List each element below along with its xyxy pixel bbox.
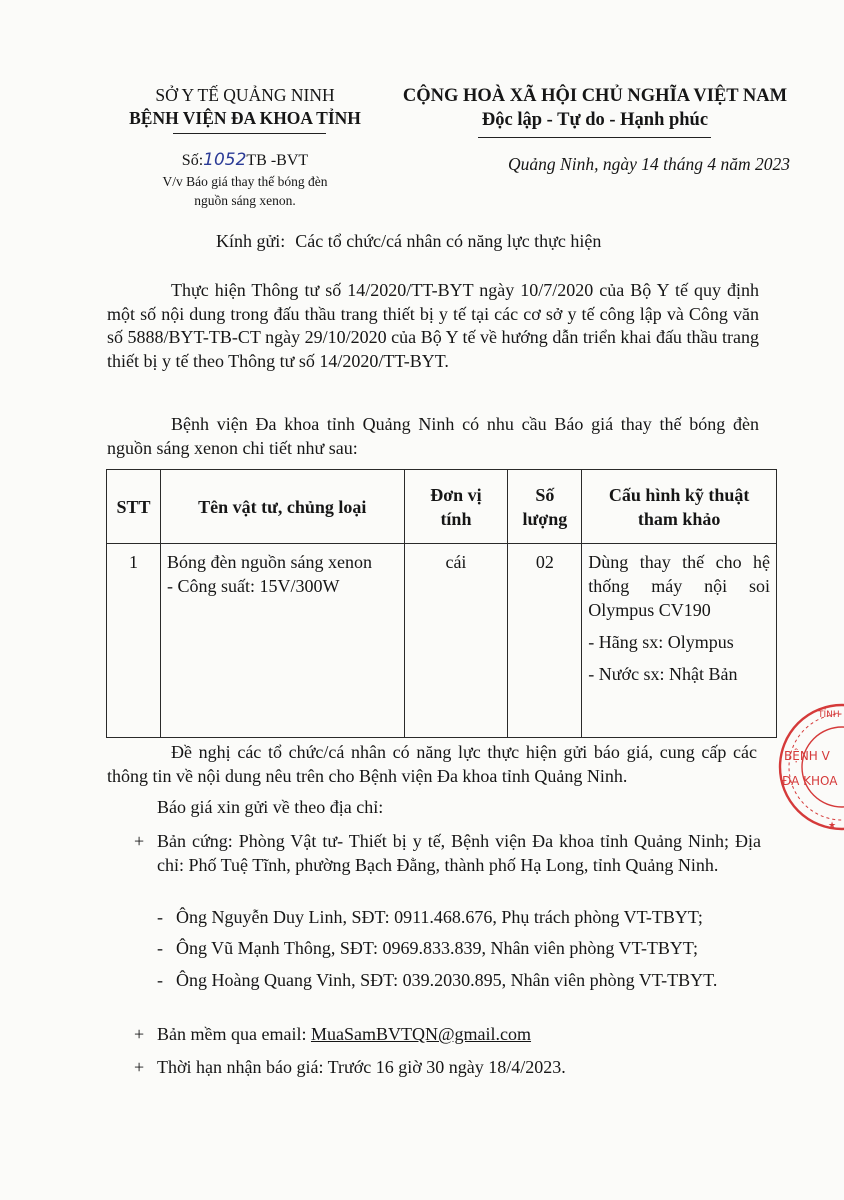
- doc-number-suffix: TB -BVT: [246, 152, 309, 169]
- issuer-name: BỆNH VIỆN ĐA KHOA TỈNH: [129, 108, 361, 128]
- email-link[interactable]: MuaSamBVTQN@gmail.com: [310, 1024, 532, 1044]
- contact-3: Ông Hoàng Quang Vinh, SĐT: 039.2030.895, Nhân viên phòng VT-TBYT.: [176, 970, 718, 990]
- bullet-plus: +: [134, 831, 145, 851]
- bullet-dash: -: [157, 970, 163, 990]
- subject-line-1: V/v Báo giá thay thế bóng đèn: [162, 174, 328, 189]
- seal-dotted-ring: [789, 714, 844, 820]
- request-table: [106, 469, 777, 738]
- issuer-block: [100, 84, 390, 130]
- cell-spec: Dùng thay thế cho hệ thống máy nội soi Olympus CV190 - Hãng sx: Olympus - Nước sx: Nhật Bản: [582, 544, 777, 738]
- hardcopy-address: Bản cứng: Phòng Vật tư- Thiết bị y tế, Bệnh viện Đa khoa tỉnh Quảng Ninh; Địa chỉ: Phố Tuệ Tĩnh, phường Bạch Đằng, thành phố Hạ Long, tỉnh Quảng Ninh.: [157, 831, 761, 875]
- cell-stt: 1: [107, 544, 161, 738]
- seal-text-line2: ĐA KHOA: [782, 774, 838, 788]
- bullet-dash: -: [157, 938, 163, 958]
- salutation: [216, 231, 601, 252]
- salutation-recipient: Các tổ chức/cá nhân có năng lực thực hiện: [295, 231, 602, 251]
- seal-inner-ring: [802, 727, 844, 807]
- header-unit: Đơn vị tính: [404, 470, 508, 544]
- nation-title: CỘNG HOÀ XÃ HỘI CHỦ NGHĨA VIỆT NAM: [402, 86, 788, 106]
- cell-item-name: Bóng đèn nguồn sáng xenon - Công suất: 15V/300W: [160, 544, 404, 738]
- cell-quantity: 02: [508, 544, 582, 738]
- closing-request-text: Đề nghị các tổ chức/cá nhân có năng lực thực hiện gửi báo giá, cung cấp các thông tin về nội dung nêu trên cho Bệnh viện Đa khoa tỉnh Quảng Ninh.: [107, 742, 757, 786]
- subject-line: [100, 172, 390, 210]
- contact-1: Ông Nguyễn Duy Linh, SĐT: 0911.468.676, Phụ trách phòng VT-TBYT;: [176, 907, 703, 927]
- body-paragraph-2: [107, 413, 759, 460]
- seal-text-top: TỈNH: [818, 710, 840, 720]
- softcopy-label: Bản mềm qua email:: [157, 1024, 307, 1044]
- doc-number-handwritten: 1052: [203, 150, 247, 170]
- table-header-row: [107, 470, 777, 544]
- issuer-parent: SỞ Y TẾ QUẢNG NINH: [155, 85, 335, 105]
- bullet-plus: +: [134, 1057, 145, 1077]
- national-motto: Độc lập - Tự do - Hạnh phúc: [481, 110, 709, 130]
- body-paragraph-1: [107, 279, 759, 373]
- bullet-plus: +: [134, 1024, 145, 1044]
- closing-request: [107, 741, 757, 788]
- cell-unit: cái: [404, 544, 508, 738]
- document-number: [100, 150, 390, 170]
- header-stt: STT: [107, 470, 161, 544]
- subject-line-2: nguồn sáng xenon.: [194, 193, 296, 208]
- bullet-dash: -: [157, 907, 163, 927]
- body-paragraph-2-text: Bệnh viện Đa khoa tỉnh Quảng Ninh có nhu cầu Báo giá thay thế bóng đèn nguồn sáng xenon chi tiết như sau:: [107, 414, 759, 458]
- doc-number-prefix: Số:: [181, 152, 204, 169]
- seal-text-line1: BỆNH V: [784, 749, 830, 763]
- seal-star-icon: ★: [828, 821, 837, 831]
- motto-underline: [478, 137, 711, 138]
- body-paragraph-1-text: Thực hiện Thông tư số 14/2020/TT-BYT ngày 10/7/2020 của Bộ Y tế quy định một số nội dung trong đấu thầu trang thiết bị y tế tại các cơ sở y tế công lập và Công văn số 5888/BYT-TB-CT ngày 29/10/2020 của Bộ Y tế về hướng dẫn triển khai đấu thầu trang thiết bị y tế theo Thông tư số 14/2020/TT-BYT.: [107, 280, 759, 371]
- header-spec: Cấu hình kỹ thuật tham khảo: [582, 470, 777, 544]
- header-quantity: Số lượng: [508, 470, 582, 544]
- contact-2: Ông Vũ Mạnh Thông, SĐT: 0969.833.839, Nhân viên phòng VT-TBYT;: [176, 938, 698, 958]
- hospital-seal: [760, 700, 844, 834]
- salutation-label: Kính gửi:: [216, 231, 286, 251]
- table-row: [107, 544, 777, 738]
- send-to-line: Báo giá xin gửi về theo địa chỉ:: [157, 797, 384, 817]
- issuer-underline: [173, 133, 326, 134]
- header-item-name: Tên vật tư, chủng loại: [160, 470, 404, 544]
- place-date: Quảng Ninh, ngày 14 tháng 4 năm 2023: [508, 154, 790, 174]
- deadline-line: Thời hạn nhận báo giá: Trước 16 giờ 30 ngày 18/4/2023.: [157, 1057, 566, 1077]
- national-header: [395, 84, 795, 132]
- softcopy-line: [157, 1023, 531, 1047]
